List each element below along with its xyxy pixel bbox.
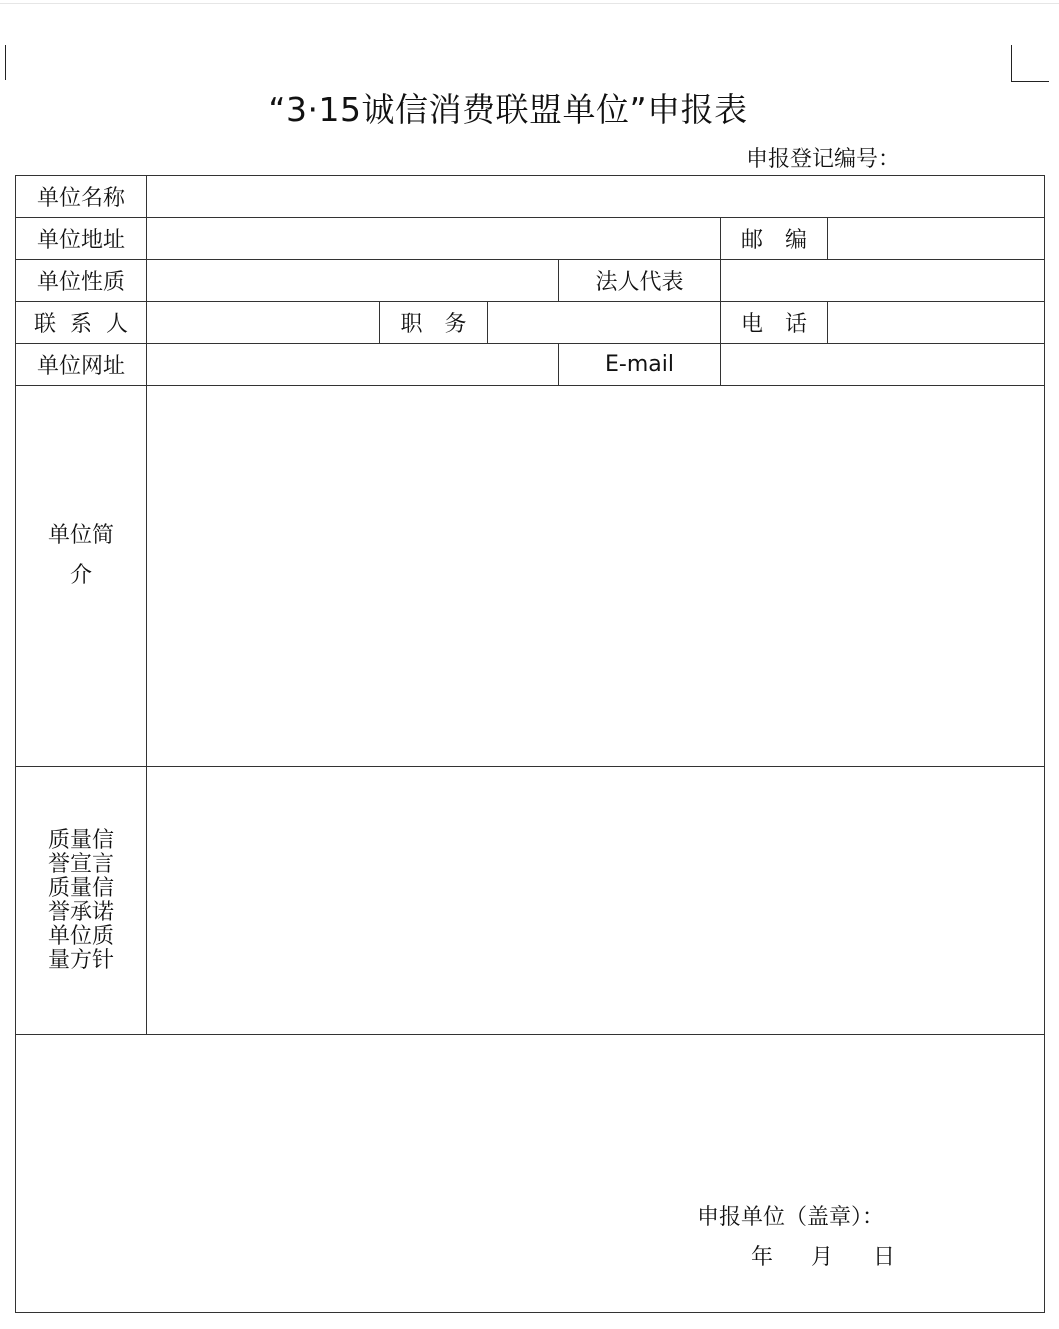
contact-person-field[interactable] [147, 302, 380, 344]
website-field[interactable] [147, 344, 559, 386]
application-form-table [15, 175, 1045, 1313]
unit-introduction-label-line-1: 单位简 [47, 523, 114, 548]
contact-person-label: 联系人 [16, 302, 147, 344]
unit-introduction-label [43, 516, 119, 596]
unit-address-label: 单位地址 [16, 218, 147, 260]
row-quality-commitment [16, 767, 1045, 1035]
top-border-line [0, 3, 1059, 4]
signature-date [751, 1240, 895, 1271]
unit-introduction-label-cell [16, 386, 147, 767]
unit-nature-label: 单位性质 [16, 260, 147, 302]
applicant-seal-label: 申报单位（盖章）： [697, 1205, 885, 1230]
website-label: 单位网址 [16, 344, 147, 386]
form-title: “3·15诚信消费联盟单位”申报表 [268, 90, 748, 129]
row-unit-introduction [16, 386, 1045, 767]
email-label: E-mail [559, 344, 721, 386]
row-unit-nature [16, 260, 1045, 302]
date-month-label: 月 [811, 1245, 834, 1270]
postcode-label: 邮 编 [721, 218, 828, 260]
phone-field[interactable] [828, 302, 1045, 344]
quality-label-line-4: 誉承诺 [47, 899, 114, 925]
quality-declaration-label [45, 829, 117, 973]
quality-label-line-1: 质量信 [47, 827, 114, 853]
unit-name-field[interactable] [147, 176, 1045, 218]
unit-introduction-field[interactable] [147, 386, 1045, 767]
unit-nature-field[interactable] [147, 260, 559, 302]
postcode-field[interactable] [828, 218, 1045, 260]
quality-label-cell [16, 767, 147, 1035]
row-unit-address [16, 218, 1045, 260]
row-signature [16, 1035, 1045, 1313]
unit-introduction-label-line-2: 介 [69, 563, 92, 588]
phone-label: 电 话 [721, 302, 828, 344]
quality-commitment-field[interactable] [147, 767, 1045, 1035]
date-day-label: 日 [873, 1245, 896, 1270]
signature-cell[interactable] [16, 1035, 1045, 1313]
quality-label-line-5: 单位质 [47, 923, 114, 949]
quality-label-line-6: 量方针 [47, 947, 114, 973]
email-field[interactable] [721, 344, 1045, 386]
legal-representative-label: 法人代表 [559, 260, 721, 302]
registration-number-label: 申报登记编号： [746, 147, 901, 172]
row-contact [16, 302, 1045, 344]
unit-address-field[interactable] [147, 218, 721, 260]
legal-representative-field[interactable] [721, 260, 1045, 302]
date-year-label: 年 [751, 1245, 774, 1270]
position-label: 职 务 [380, 302, 488, 344]
row-unit-name [16, 176, 1045, 218]
page-corner-mark-right [1011, 45, 1049, 82]
position-field[interactable] [488, 302, 721, 344]
quality-label-line-2: 誉宣言 [47, 851, 114, 877]
page-corner-mark-left [0, 45, 6, 80]
unit-name-label: 单位名称 [16, 176, 147, 218]
quality-label-line-3: 质量信 [47, 875, 114, 901]
row-website [16, 344, 1045, 386]
